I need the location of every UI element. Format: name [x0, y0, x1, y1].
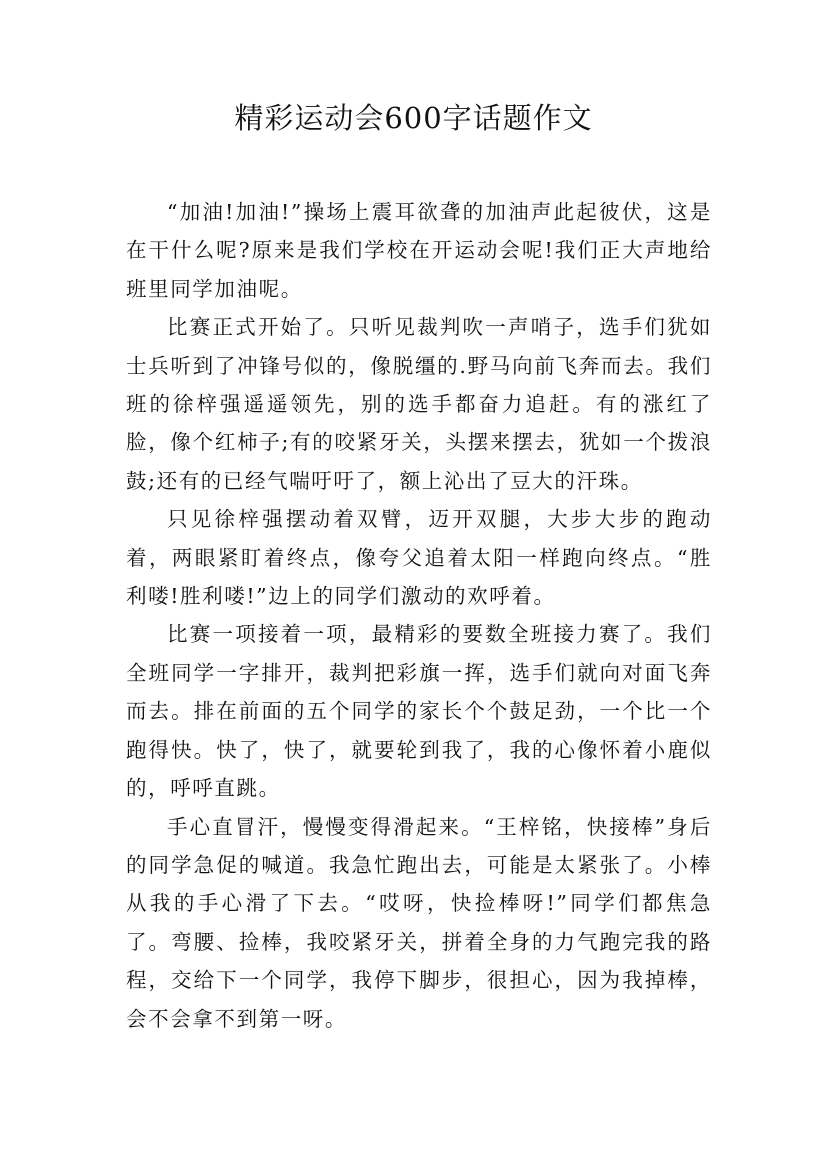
paragraph-1: “加油!加油!”操场上震耳欲聋的加油声此起彼伏，这是在干什么呢?原来是我们学校在开运动会呢!我们正大声地给班里同学加油呢。 [126, 200, 712, 301]
paragraph-2: 比赛正式开始了。只听见裁判吹一声哨子，选手们犹如士兵听到了冲锋号似的，像脱缰的.野马向前飞奔而去。我们班的徐梓强遥遥领先，别的选手都奋力追赶。有的涨红了脸，像个红柿子;有的咬紧牙关，头摆来摆去，犹如一个拨浪鼓;还有的已经气喘吁吁了，额上沁出了豆大的汗珠。 [126, 315, 712, 493]
paragraph-3: 只见徐梓强摆动着双臂，迈开双腿，大步大步的跑动着，两眼紧盯着终点，像夸父追着太阳一样跑向终点。“胜利喽!胜利喽!”边上的同学们激动的欢呼着。 [126, 507, 712, 609]
paragraph-5: 手心直冒汗，慢慢变得滑起来。“王梓铭，快接棒”身后的同学急促的喊道。我急忙跑出去，可能是太紧张了。小棒从我的手心滑了下去。“哎呀，快捡棒呀!”同学们都焦急了。弯腰、捡棒，我咬紧牙关，拼着全身的力气跑完我的路程，交给下一个同学，我停下脚步，很担心，因为我掉棒，会不会拿不到第一呀。 [126, 814, 712, 1031]
paragraph-4: 比赛一项接着一项，最精彩的要数全班接力赛了。我们全班同学一字排开，裁判把彩旗一挥，选手们就向对面飞奔而去。排在前面的五个同学的家长个个鼓足劲，一个比一个跑得快。快了，快了，就要轮到我了，我的心像怀着小鹿似的，呼呼直跳。 [126, 622, 712, 801]
page-title: 精彩运动会600字话题作文 [234, 101, 593, 135]
article-body [126, 193, 712, 1038]
